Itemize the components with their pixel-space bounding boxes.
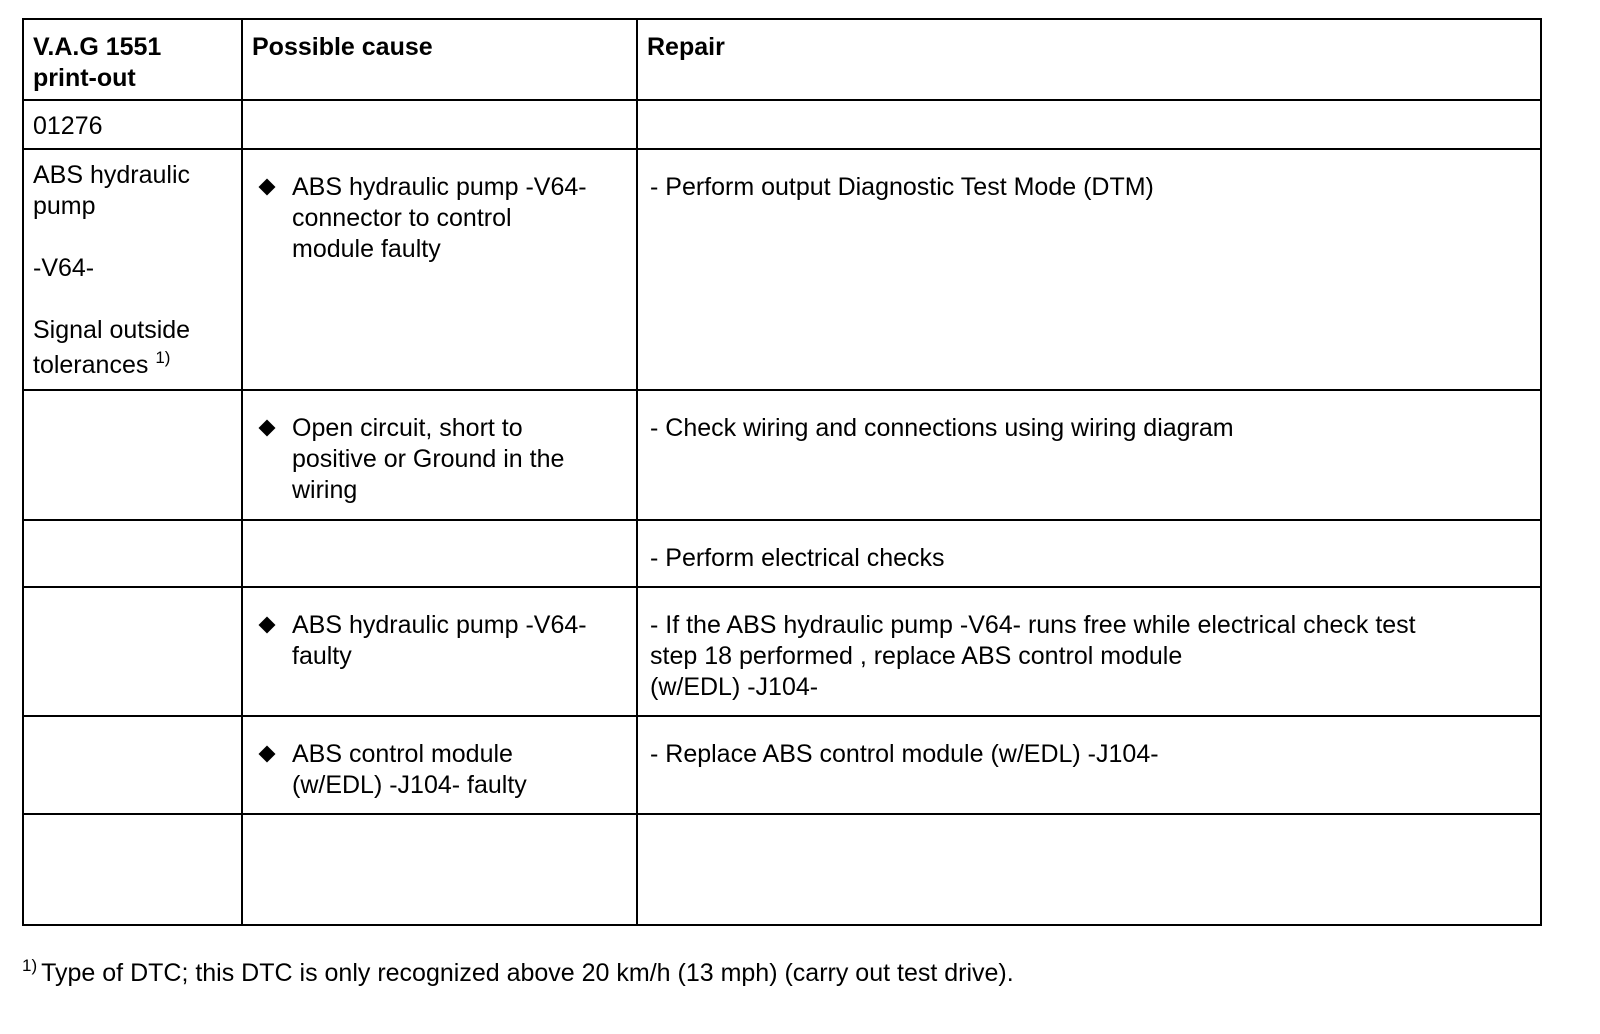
possible-cause-cell [242, 149, 637, 390]
footnote-marker: 1) [22, 956, 38, 975]
header-printout [23, 19, 242, 100]
component-line: tolerances [33, 351, 149, 379]
empty-cell [23, 587, 242, 716]
header-printout-line2: print-out [33, 64, 136, 92]
empty-cell [242, 100, 637, 149]
cause-line: (w/EDL) -J104- faulty [292, 771, 527, 799]
diamond-bullet-icon [259, 746, 276, 763]
empty-cell [23, 520, 242, 587]
repair-line: - If the ABS hydraulic pump -V64- runs free while electrical check test [650, 611, 1416, 639]
empty-cell [637, 100, 1541, 149]
dtc-code: 01276 [23, 100, 242, 149]
repair-cell [637, 716, 1541, 814]
header-possible-cause: Possible cause [242, 19, 637, 100]
dtc-table [22, 18, 1542, 926]
component-line: Signal outside [33, 316, 191, 344]
table-row-dtc-code [23, 100, 1541, 149]
component-line: ABS hydraulic [33, 161, 191, 189]
component-line: pump [33, 192, 96, 220]
diamond-bullet-icon [259, 420, 276, 437]
header-repair: Repair [637, 19, 1541, 100]
table-header-row [23, 19, 1541, 100]
cause-line: faulty [292, 642, 352, 670]
repair-line: - Perform output Diagnostic Test Mode (DTM) [650, 173, 1154, 201]
footnote-ref: 1) [155, 348, 171, 367]
repair-cell [637, 390, 1541, 520]
footnote-text: Type of DTC; this DTC is only recognized above 20 km/h (13 mph) (carry out test drive). [41, 959, 1014, 987]
table-row [23, 390, 1541, 520]
cause-line: connector to control [292, 204, 512, 232]
empty-cell [23, 716, 242, 814]
possible-cause-cell [242, 587, 637, 716]
cause-line: module faulty [292, 235, 441, 263]
repair-line: step 18 performed , replace ABS control module [650, 642, 1183, 670]
cause-line: ABS control module [292, 740, 513, 768]
repair-line: - Check wiring and connections using wiring diagram [650, 414, 1234, 442]
empty-cell [242, 814, 637, 925]
repair-line: - Perform electrical checks [650, 544, 945, 572]
empty-cell [242, 520, 637, 587]
header-printout-line1: V.A.G 1551 [33, 33, 162, 61]
diamond-bullet-icon [259, 179, 276, 196]
table-row [23, 149, 1541, 390]
repair-cell [637, 149, 1541, 390]
repair-cell [637, 587, 1541, 716]
cause-line: Open circuit, short to [292, 414, 523, 442]
empty-cell [23, 390, 242, 520]
cause-line: ABS hydraulic pump -V64- [292, 611, 587, 639]
possible-cause-cell [242, 390, 637, 520]
footnote [22, 958, 1014, 989]
possible-cause-cell [242, 716, 637, 814]
table-row [23, 716, 1541, 814]
empty-cell [637, 814, 1541, 925]
repair-line: - Replace ABS control module (w/EDL) -J104- [650, 740, 1159, 768]
component-line: -V64- [33, 254, 95, 282]
cause-line: wiring [292, 476, 358, 504]
diamond-bullet-icon [259, 617, 276, 634]
repair-cell [637, 520, 1541, 587]
table-row [23, 520, 1541, 587]
table-row [23, 587, 1541, 716]
cause-line: positive or Ground in the [292, 445, 565, 473]
component-description [23, 149, 242, 390]
empty-cell [23, 814, 242, 925]
repair-line: (w/EDL) -J104- [650, 673, 819, 701]
component-line-tolerances [33, 350, 233, 381]
cause-line: ABS hydraulic pump -V64- [292, 173, 587, 201]
table-row-empty [23, 814, 1541, 925]
